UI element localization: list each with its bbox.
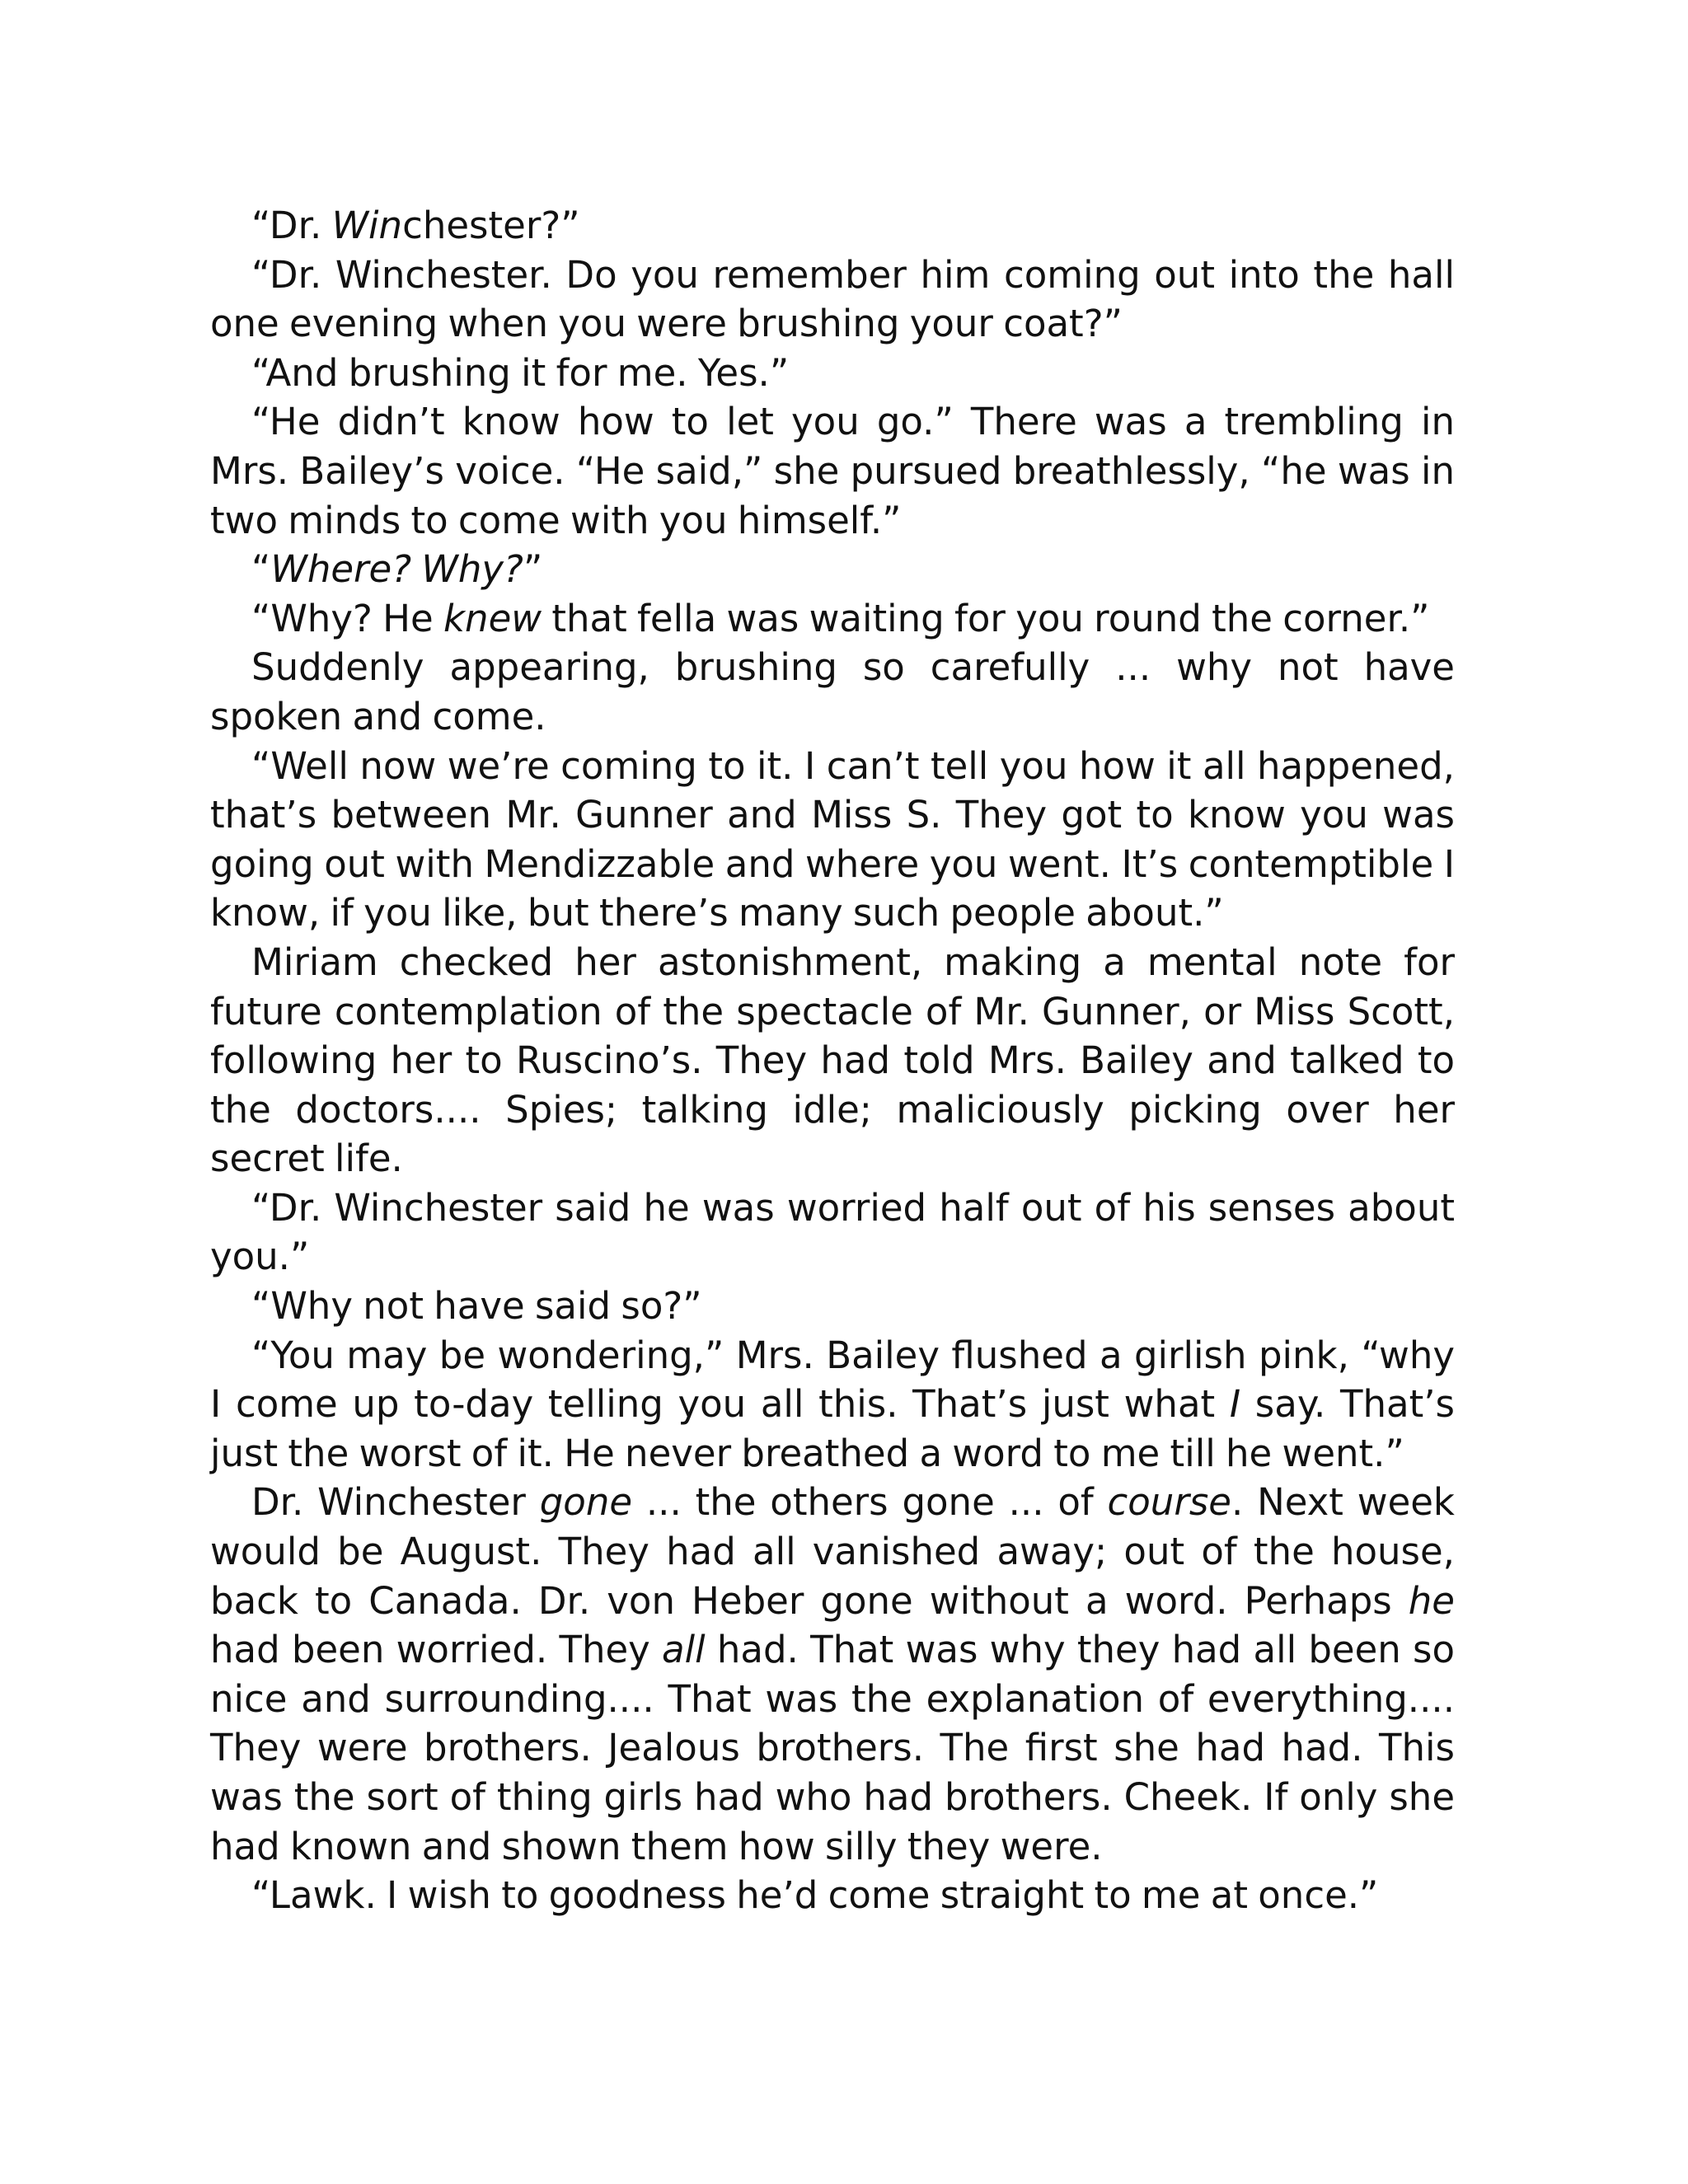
text-run: that fella was waiting for you round the corner.” [542,596,1430,640]
text-run: “Why not have said so?” [251,1284,702,1329]
text-run: Dr. Winchester [251,1480,540,1525]
paragraph [210,1331,1455,1479]
text-run: Suddenly appearing, brushing so carefully ... why not have spoken and come. [210,645,1455,738]
italic-run: he [1408,1578,1455,1623]
text-run: “Dr. Winchester said he was worried half out of his senses about you.” [210,1185,1455,1279]
paragraph [210,1282,1455,1331]
text-run: “You may be wondering,” Mrs. Bailey flushed a girlish pink, “why I come up to-day telling you all this. That’s just what [210,1333,1455,1427]
paragraph [210,742,1455,938]
page-text [210,201,1455,1920]
text-run: “Dr. Winchester. Do you remember him coming out into the hall one evening when you were brushing your coat?” [210,252,1455,346]
text-run: “Why? He [251,596,443,640]
text-run: “Dr. [251,204,332,247]
paragraph [210,201,1455,251]
paragraph [210,397,1455,545]
text-run: Miriam checked her astonishment, making a mental note for future contemplation of the spectacle of Mr. Gunner, or Miss Scott, following her to Ruscino’s. They had told Mrs. Bailey and talked to the doctors.... Spies; talking idle; maliciously picking over her secret life. [210,940,1455,1181]
text-run: “ [251,547,271,592]
paragraph [210,1478,1455,1871]
italic-run: I [1229,1382,1241,1427]
text-run: “Well now we’re coming to it. I can’t tell you how it all happened, that’s between Mr. Gunner and Miss S. They got to know you was going out with Mendizzable and where you went. It’s contemptible I know, if you like, but there’s many such people about.” [210,743,1455,935]
text-run: ” [523,547,543,592]
paragraph [210,1183,1455,1282]
text-run: chester?” [402,204,580,247]
paragraph [210,1871,1455,1920]
text-run: “He didn’t know how to let you go.” There was a trembling in Mrs. Bailey’s voice. “He said,” she pursued breathlessly, “he was in two minds to come with you himself.” [210,400,1455,542]
text-run: . Next week would be August. They had all vanished away; out of the house, back to Canada. Dr. von Heber gone without a word. Perhaps [210,1480,1455,1623]
text-run: ... the others gone ... of [632,1480,1108,1525]
paragraph [210,251,1455,349]
italic-run: knew [443,596,542,640]
paragraph [210,643,1455,741]
paragraph [210,594,1455,644]
text-run: “And brushing it for me. Yes.” [251,350,790,395]
text-run: say. That’s just the worst of it. He never breathed a word to me till he went.” [210,1382,1455,1475]
paragraph [210,349,1455,398]
italic-run: gone [539,1480,633,1525]
paragraph [210,938,1455,1183]
italic-run: Win [331,204,403,247]
paragraph [210,545,1455,594]
text-run: had. That was why they had all been so nice and surrounding.... That was the explanation of everything.... They were brothers. Jealous brothers. The first she had had. This was the sort of thing girls had who had brothers. Cheek. If only she had known and shown them how silly they were. [210,1628,1455,1868]
text-run: “Lawk. I wish to goodness he’d come straight to me at once.” [251,1873,1379,1918]
italic-run: Where? Why? [270,547,523,592]
italic-run: course [1107,1480,1231,1525]
text-run: had been worried. They [210,1628,663,1672]
italic-run: all [662,1628,706,1672]
